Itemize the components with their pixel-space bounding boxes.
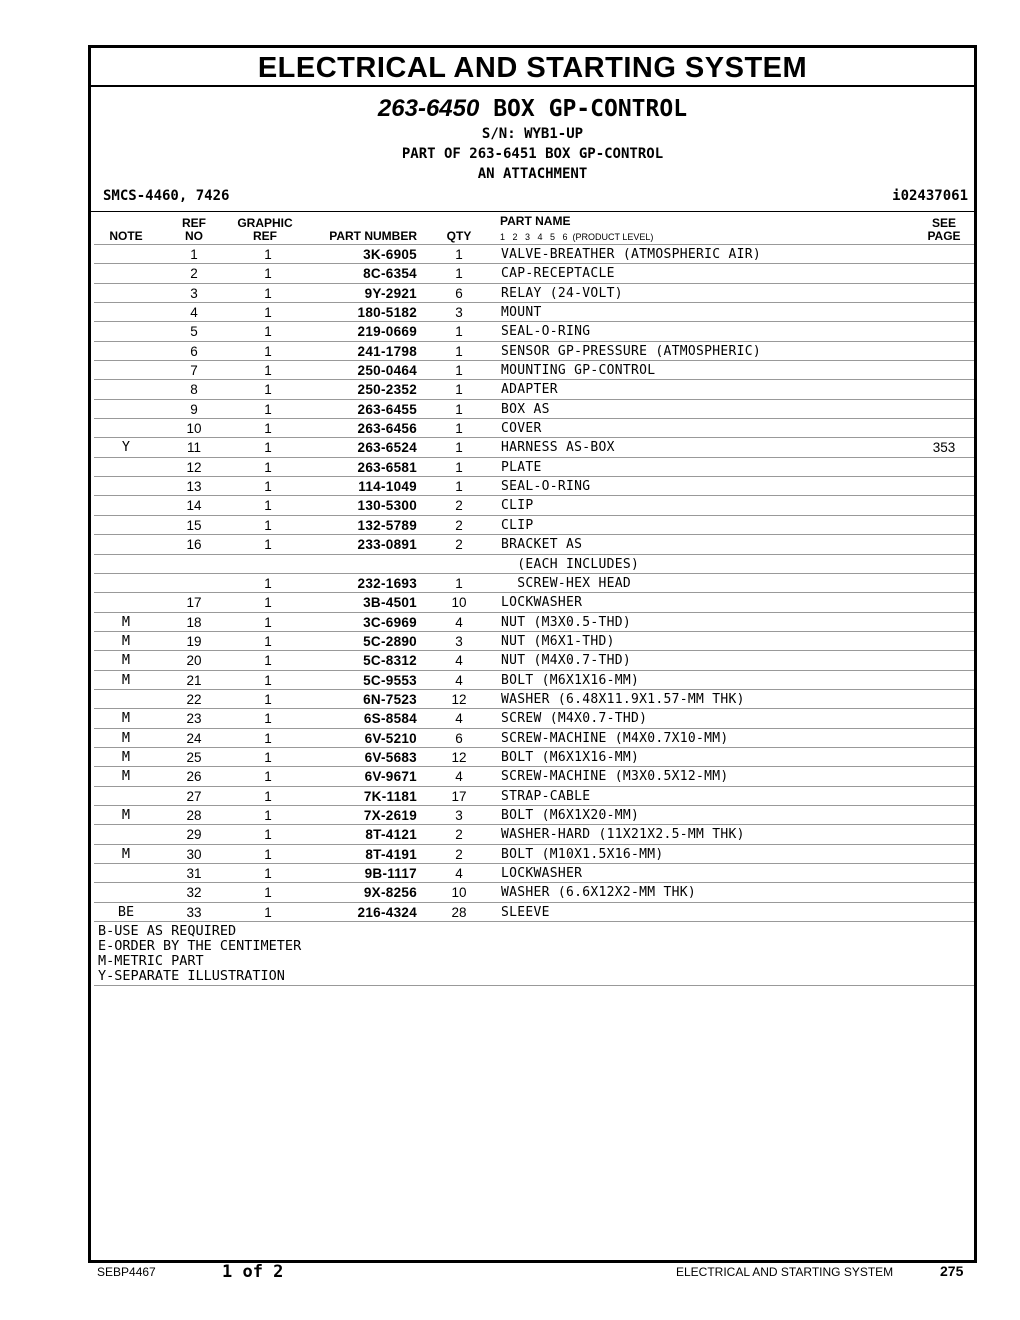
cell-graphic: 1	[264, 266, 272, 282]
cell-graphic: 1	[264, 653, 272, 669]
table-row	[94, 263, 974, 282]
table-row	[94, 689, 974, 708]
cell-graphic: 1	[264, 343, 272, 359]
cell-part-number: 250-0464	[357, 363, 417, 379]
cell-ref: 9	[190, 401, 198, 417]
cell-name: SLEEVE	[501, 904, 550, 920]
cell-graphic: 1	[264, 866, 272, 881]
cell-name: RELAY (24-VOLT)	[501, 285, 623, 301]
cell-qty: 1	[455, 266, 463, 282]
col-see-page-line2: PAGE	[927, 229, 961, 243]
cell-ref: 11	[186, 440, 201, 456]
cell-name: SCREW (M4X0.7-THD)	[501, 711, 648, 727]
cell-qty: 1	[455, 343, 463, 359]
cell-name: VALVE-BREATHER (ATMOSPHERIC AIR)	[501, 247, 762, 262]
col-ref-no-line1: REF	[182, 216, 206, 230]
cell-ref: 29	[186, 827, 202, 843]
cell-ref: 17	[186, 595, 202, 611]
cell-qty: 6	[455, 285, 463, 301]
note-item: Y-SEPARATE ILLUSTRATION	[98, 968, 285, 985]
table-row	[94, 360, 974, 379]
cell-graphic: 1	[264, 459, 272, 475]
col-ref-no	[174, 217, 214, 243]
parts-table	[94, 244, 974, 986]
table-row	[94, 321, 974, 340]
cell-name: NUT (M3X0.5-THD)	[501, 614, 632, 630]
table-row	[94, 495, 974, 514]
cell-part-number: 263-6524	[357, 440, 417, 456]
cell-ref: 3	[190, 285, 198, 301]
cell-qty: 12	[451, 691, 467, 707]
cell-part-number: 3C-6969	[363, 614, 417, 630]
section-title: ELECTRICAL AND STARTING SYSTEM	[91, 48, 974, 87]
cell-qty: 10	[451, 595, 467, 611]
cell-graphic: 1	[264, 247, 272, 262]
table-row	[94, 766, 974, 785]
cell-ref: 33	[186, 904, 202, 920]
table-row	[94, 418, 974, 437]
cell-ref: 10	[186, 421, 202, 437]
cell-qty: 2	[455, 827, 463, 843]
cell-part-number: 263-6455	[357, 401, 417, 417]
cell-part-number: 6V-5210	[364, 730, 417, 746]
assembly-part-name: BOX GP-CONTROL	[493, 96, 688, 122]
cell-name: CAP-RECEPTACLE	[501, 266, 615, 282]
cell-ref: 5	[190, 324, 198, 340]
cell-graphic: 1	[264, 324, 272, 340]
table-row	[94, 379, 974, 398]
assembly-title	[91, 94, 974, 124]
cell-name: SEAL-O-RING	[501, 479, 591, 495]
col-graphic-ref-line1: GRAPHIC	[237, 216, 293, 230]
col-graphic-ref-line2: REF	[253, 229, 277, 243]
cell-name: NUT (M6X1-THD)	[501, 633, 615, 649]
cell-ref: 18	[186, 614, 202, 630]
cell-name: ADAPTER	[501, 382, 558, 398]
col-see-page	[914, 217, 974, 243]
cell-name: STRAP-CABLE	[501, 788, 591, 804]
cell-ref: 8	[190, 382, 198, 398]
cell-qty: 4	[455, 866, 463, 881]
cell-name: SEAL-O-RING	[501, 324, 591, 340]
serial-number: S/N: WYB1-UP	[481, 126, 584, 142]
cell-qty: 28	[451, 904, 467, 920]
cell-part-number: 9X-8256	[363, 885, 417, 901]
cell-name: SCREW-MACHINE (M4X0.7X10-MM)	[501, 730, 729, 746]
cell-qty: 1	[455, 324, 463, 340]
table-row	[94, 747, 974, 766]
cell-note: Y	[121, 439, 131, 456]
footer-doc-id: SEBP4467	[97, 1265, 156, 1279]
cell-qty: 3	[455, 305, 463, 321]
cell-name: WASHER (6.48X11.9X1.57-MM THK)	[501, 691, 745, 707]
col-graphic-ref	[228, 217, 302, 243]
attachment-label: AN ATTACHMENT	[477, 166, 588, 182]
cell-qty: 6	[455, 730, 463, 746]
cell-graphic: 1	[264, 595, 272, 611]
cell-part-number: 216-4324	[357, 904, 417, 920]
cell-part-number: 250-2352	[357, 382, 417, 398]
cell-note: M	[121, 845, 131, 862]
cell-part-number: 241-1798	[357, 343, 417, 359]
table-row	[94, 650, 974, 669]
cell-part-number: 6V-5683	[364, 749, 417, 765]
table-row	[94, 882, 974, 901]
cell-ref: 25	[186, 749, 202, 765]
cell-part-number: 263-6581	[357, 459, 417, 475]
cell-ref: 1	[190, 247, 198, 262]
cell-qty: 1	[455, 382, 463, 398]
cell-name: WASHER-HARD (11X21X2.5-MM THK)	[501, 827, 745, 843]
cell-note: M	[121, 768, 131, 785]
col-note: NOTE	[109, 229, 143, 243]
cell-ref: 13	[186, 479, 202, 495]
cell-part-number: 132-5789	[357, 517, 417, 533]
cell-ref: 16	[186, 537, 202, 553]
table-row	[94, 786, 974, 805]
cell-name: SCREW-HEX HEAD	[501, 575, 632, 591]
col-see-page-line1: SEE	[931, 216, 956, 230]
cell-graphic: 1	[264, 285, 272, 301]
cell-note: M	[121, 710, 131, 727]
cell-graphic: 1	[264, 904, 272, 920]
cell-ref: 22	[186, 691, 202, 707]
cell-graphic: 1	[264, 305, 272, 321]
footer-page-of: 1 of 2	[222, 1262, 284, 1282]
table-row	[94, 670, 974, 689]
note-item: M-METRIC PART	[98, 953, 204, 970]
cell-qty: 1	[455, 421, 463, 437]
cell-ref: 6	[190, 343, 198, 359]
cell-graphic: 1	[264, 730, 272, 746]
part-of: PART OF 263-6451 BOX GP-CONTROL	[401, 146, 664, 162]
footer-section: ELECTRICAL AND STARTING SYSTEM	[676, 1265, 894, 1279]
cell-part-number: 9B-1117	[364, 866, 417, 881]
cell-graphic: 1	[264, 498, 272, 514]
cell-qty: 2	[455, 498, 463, 514]
table-row	[94, 631, 974, 650]
cell-graphic: 1	[264, 517, 272, 533]
cell-graphic: 1	[264, 788, 272, 804]
table-row	[94, 244, 974, 263]
cell-graphic: 1	[264, 363, 272, 379]
cell-part-number: 5C-2890	[363, 633, 417, 649]
cell-ref: 28	[186, 807, 202, 823]
cell-note: M	[121, 613, 131, 630]
cell-name: (EACH INCLUDES)	[501, 556, 640, 572]
cell-ref: 20	[186, 653, 202, 669]
col-ref-no-line2: NO	[185, 229, 203, 243]
table-row	[94, 534, 974, 553]
cell-ref: 32	[186, 885, 202, 901]
cell-part-number: 263-6456	[357, 421, 417, 437]
footer-page-number: 275	[940, 1263, 964, 1279]
cell-qty: 4	[455, 769, 463, 785]
note-item: E-ORDER BY THE CENTIMETER	[98, 938, 302, 955]
table-row	[94, 728, 974, 747]
cell-note: M	[121, 806, 131, 823]
cell-note: M	[121, 632, 131, 649]
cell-qty: 10	[451, 885, 467, 901]
cell-part-number: 8T-4121	[365, 827, 417, 843]
cell-name: BOLT (M6X1X20-MM)	[501, 807, 640, 823]
table-row	[94, 437, 974, 456]
cell-part-number: 130-5300	[357, 498, 417, 514]
cell-note: BE	[117, 903, 135, 920]
cell-name: LOCKWASHER	[501, 595, 583, 611]
cell-graphic: 1	[264, 382, 272, 398]
cell-name: BOLT (M6X1X16-MM)	[501, 672, 640, 688]
cell-name: BOLT (M6X1X16-MM)	[501, 749, 640, 765]
cell-graphic: 1	[264, 807, 272, 823]
cell-qty: 4	[455, 672, 463, 688]
page-frame	[88, 45, 977, 1263]
table-row	[94, 612, 974, 631]
cell-qty: 2	[455, 846, 463, 862]
cell-name: COVER	[501, 421, 542, 437]
cell-part-number: 3K-6905	[363, 247, 417, 262]
table-row	[94, 592, 974, 611]
cell-ref: 4	[190, 305, 198, 321]
cell-note: M	[121, 671, 131, 688]
cell-ref: 27	[186, 788, 202, 804]
cell-qty: 1	[455, 401, 463, 417]
cell-ref: 23	[186, 711, 202, 727]
cell-qty: 4	[455, 653, 463, 669]
cell-ref: 19	[186, 633, 202, 649]
cell-graphic: 1	[264, 827, 272, 843]
cell-ref: 26	[186, 769, 202, 785]
cell-qty: 2	[455, 517, 463, 533]
smcs-code: SMCS-4460, 7426	[103, 188, 230, 204]
cell-name: SENSOR GP-PRESSURE (ATMOSPHERIC)	[501, 343, 762, 359]
cell-ref: 12	[186, 459, 202, 475]
cell-part-number: 7K-1181	[363, 788, 417, 804]
cell-qty: 1	[455, 479, 463, 495]
cell-name: MOUNTING GP-CONTROL	[501, 363, 656, 379]
cell-name: LOCKWASHER	[501, 866, 583, 881]
cell-part-number: 233-0891	[357, 537, 417, 553]
table-row	[94, 573, 974, 592]
table-row	[94, 844, 974, 863]
table-row	[94, 515, 974, 534]
table-row	[94, 863, 974, 882]
cell-name: BOX AS	[501, 401, 550, 417]
cell-ref: 15	[186, 517, 202, 533]
cell-graphic: 1	[264, 614, 272, 630]
cell-note: M	[121, 748, 131, 765]
cell-name: MOUNT	[501, 305, 542, 321]
cell-ref: 31	[186, 866, 202, 881]
cell-ref: 14	[186, 498, 202, 514]
cell-part-number: 180-5182	[357, 305, 417, 321]
cell-part-number: 7X-2619	[363, 807, 417, 823]
cell-part-number: 232-1693	[357, 575, 417, 591]
cell-name: WASHER (6.6X12X2-MM THK)	[501, 885, 697, 901]
cell-qty: 3	[455, 807, 463, 823]
cell-name: SCREW-MACHINE (M3X0.5X12-MM)	[501, 769, 729, 785]
cell-note: M	[121, 729, 131, 746]
table-row	[94, 902, 974, 921]
cell-ref: 24	[186, 730, 202, 746]
cell-graphic: 1	[264, 691, 272, 707]
cell-part-number: 114-1049	[358, 479, 417, 495]
cell-name: BRACKET AS	[501, 537, 583, 553]
cell-part-number: 8T-4191	[365, 846, 417, 862]
table-row	[94, 476, 974, 495]
cell-part-number: 219-0669	[357, 324, 417, 340]
assembly-header	[91, 94, 974, 184]
cell-ref: 21	[186, 672, 202, 688]
table-row	[94, 341, 974, 360]
cell-name: CLIP	[501, 498, 534, 514]
product-level: 1 2 3 4 5 6 (PRODUCT LEVEL)	[500, 232, 654, 242]
cell-name: HARNESS AS-BOX	[501, 440, 615, 456]
cell-qty: 12	[451, 749, 467, 765]
cell-qty: 3	[455, 633, 463, 649]
col-part-name: PART NAME	[500, 214, 571, 228]
table-row	[94, 708, 974, 727]
cell-ref: 30	[186, 846, 202, 862]
cell-name: NUT (M4X0.7-THD)	[501, 653, 632, 669]
cell-qty: 1	[455, 459, 463, 475]
cell-ref: 7	[190, 363, 198, 379]
cell-graphic: 1	[264, 440, 272, 456]
cell-qty: 1	[455, 247, 463, 262]
cell-graphic: 1	[264, 401, 272, 417]
table-row	[94, 805, 974, 824]
cell-qty: 1	[455, 440, 463, 456]
cell-graphic: 1	[264, 749, 272, 765]
cell-graphic: 1	[264, 575, 272, 591]
cell-graphic: 1	[264, 846, 272, 862]
table-row	[94, 554, 974, 573]
col-qty: QTY	[446, 229, 472, 243]
cell-graphic: 1	[264, 885, 272, 901]
header-divider	[91, 211, 974, 212]
cell-qty: 1	[455, 575, 463, 591]
cell-see: 353	[932, 440, 956, 456]
cell-graphic: 1	[264, 711, 272, 727]
cell-graphic: 1	[264, 421, 272, 437]
table-row	[94, 457, 974, 476]
cell-note: M	[121, 652, 131, 669]
table-row	[94, 399, 974, 418]
cell-graphic: 1	[264, 769, 272, 785]
cell-part-number: 6S-8584	[363, 711, 417, 727]
cell-ref: 2	[190, 266, 198, 282]
cell-graphic: 1	[264, 633, 272, 649]
cell-qty: 17	[451, 788, 467, 804]
cell-qty: 1	[455, 363, 463, 379]
cell-part-number: 3B-4501	[363, 595, 417, 611]
cell-name: CLIP	[501, 517, 534, 533]
cell-part-number: 6N-7523	[363, 691, 417, 707]
cell-part-number: 5C-8312	[363, 653, 417, 669]
cell-qty: 4	[455, 711, 463, 727]
notes-legend	[94, 921, 974, 986]
col-part-number: PART NUMBER	[329, 229, 417, 243]
cell-part-number: 9Y-2921	[364, 285, 417, 301]
cell-graphic: 1	[264, 672, 272, 688]
cell-part-number: 6V-9671	[364, 769, 417, 785]
table-row	[94, 283, 974, 302]
cell-part-number: 8C-6354	[363, 266, 417, 282]
note-item: B-USE AS REQUIRED	[98, 923, 237, 940]
illustration-id: i02437061	[892, 188, 968, 204]
table-row	[94, 302, 974, 321]
cell-graphic: 1	[264, 479, 272, 495]
cell-name: PLATE	[501, 459, 542, 475]
cell-qty: 2	[455, 537, 463, 553]
table-row	[94, 824, 974, 843]
cell-part-number: 5C-9553	[363, 672, 417, 688]
cell-name: BOLT (M10X1.5X16-MM)	[501, 846, 664, 862]
cell-graphic: 1	[264, 537, 272, 553]
cell-qty: 4	[455, 614, 463, 630]
assembly-part-number: 263-6450	[377, 95, 480, 122]
